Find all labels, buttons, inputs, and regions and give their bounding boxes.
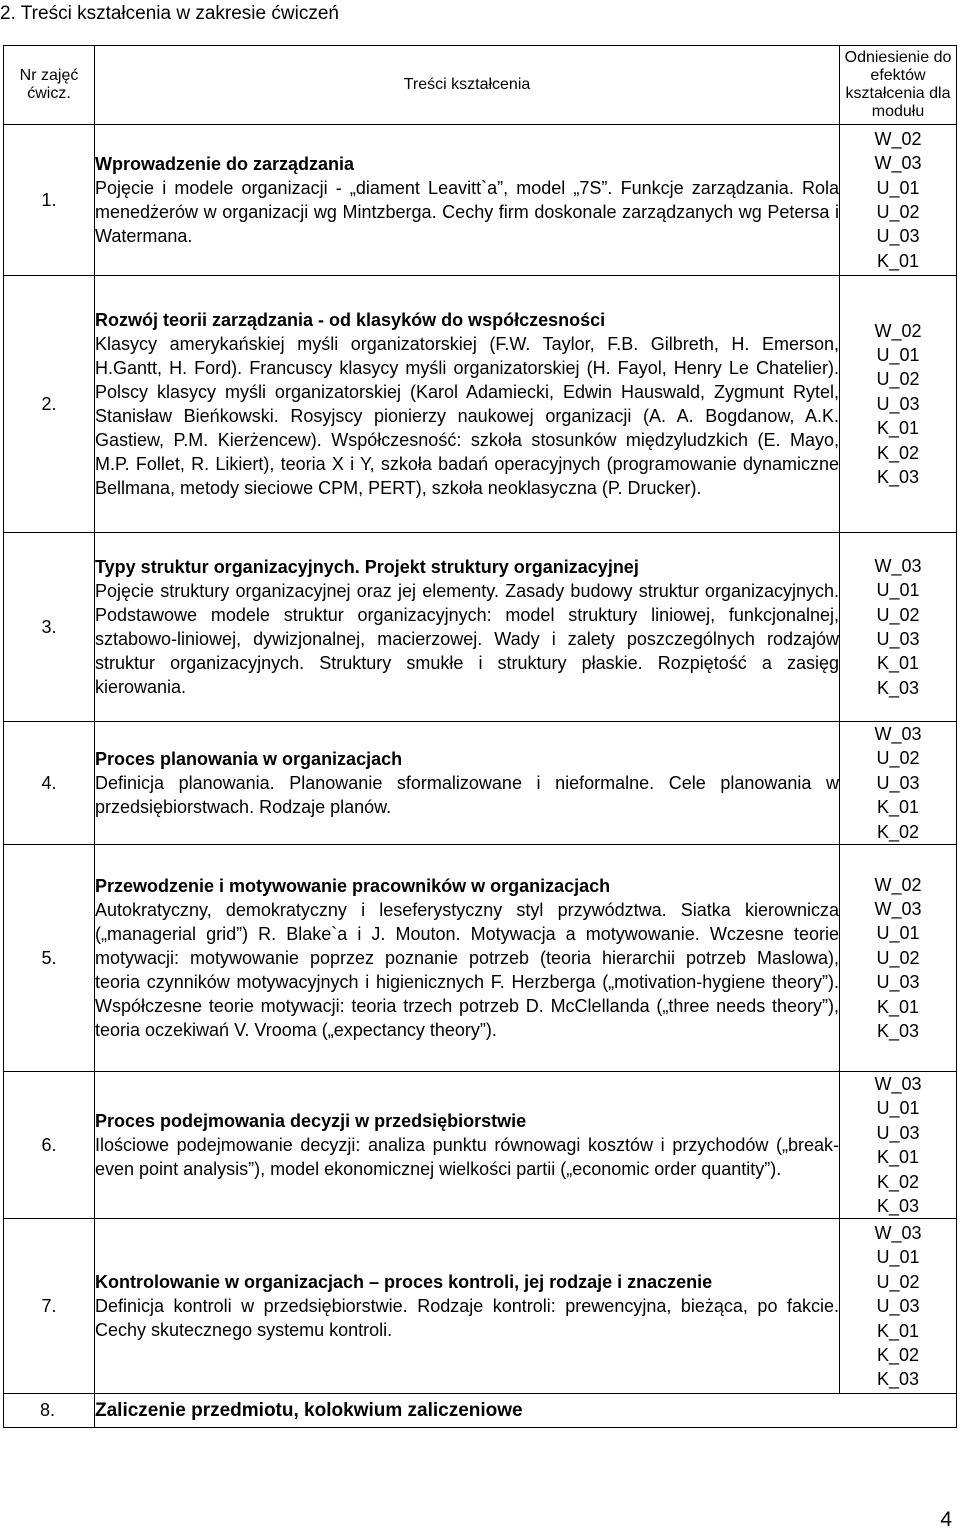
outcome-code: W_02	[874, 320, 922, 341]
outcome-code: U_03	[876, 972, 920, 993]
topic-title: Rozwój teorii zarządzania - od klasyków do współczesności	[95, 310, 606, 330]
outcome-code: K_03	[876, 1369, 920, 1390]
outcome-code: W_02	[874, 128, 922, 149]
outcome-code: K_03	[876, 677, 920, 698]
topic-title: Wprowadzenie do zarządzania	[95, 154, 355, 174]
outcome-code: W_03	[874, 899, 922, 920]
header-content: Treści kształcenia	[95, 46, 840, 125]
outcome-code: K_03	[876, 1196, 920, 1217]
topic-content	[95, 1072, 840, 1219]
learning-outcome-codes	[840, 533, 957, 722]
table-body	[4, 125, 957, 1428]
outcome-code: U_03	[876, 629, 920, 649]
topic-content	[95, 722, 840, 845]
outcome-code: K_02	[876, 1171, 920, 1192]
outcome-code: U_03	[876, 772, 920, 793]
outcome-code: U_02	[876, 369, 920, 390]
topic-description: Autokratyczny, demokratyczny i leseferystyczny styl przywództwa. Siatka kierownicza („managerial grid”) R. Blake`a i J. Mouton. Motywacja a motywowanie. Wczesne teorie motywacji: motywowanie poprzez poznanie potrzeb (teoria hierarchii potrzeb Maslowa), teoria czynników motywacyjnych i higienicznych F. Herzberga („motivation-hygiene theory”). Współczesne teorie motywacji: teoria trzech potrzeb D. McClellanda („three needs theory”), teoria oczekiwań V. Vrooma („expectancy theory”).	[95, 900, 839, 1041]
class-number: 4.	[4, 722, 95, 845]
outcome-code: U_02	[876, 1271, 920, 1292]
class-number: 2.	[4, 276, 95, 533]
topic-description: Klasycy amerykańskiej myśli organizatorskiej (F.W. Taylor, F.B. Gilbreth, H. Emerson, H.Gantt, H. Ford). Francuscy klasycy myśli organizatorskiej (H. Fayol, Henry Le Chatelier). Polscy klasycy myśli organizatorskiej (Karol Adamiecki, Edwin Hauswald, Zygmunt Rytel, Stanisław Bieńkowski. Rosyjscy pionierzy naukowej organizacji (A. A. Bogdanow, A.K. Gastiew, P.M. Kierżencew). Współczesność: szkoła stosunków międzyludzkich (E. Mayo, M.P. Follet, R. Likiert), teoria X i Y, szkoła badań operacyjnych (programowanie dynamiczne Bellmana, metody sieciowe CPM, PERT), szkoła neoklasyczna (P. Drucker).	[95, 334, 839, 498]
header-class-number: Nr zajęć ćwicz.	[4, 46, 95, 125]
topic-description: Definicja planowania. Planowanie sformalizowane i nieformalne. Cele planowania w przedsiębiorstwach. Rodzaje planów.	[95, 773, 839, 818]
topic-content	[95, 845, 840, 1072]
outcome-code: W_03	[874, 724, 922, 744]
outcome-code: U_01	[876, 344, 920, 365]
outcome-code: W_02	[874, 874, 922, 895]
outcome-code: K_01	[876, 653, 920, 674]
outcome-code: K_01	[876, 250, 920, 271]
section-heading: 2. Treści kształcenia w zakresie ćwiczeń	[0, 3, 339, 24]
outcome-code: U_01	[876, 923, 920, 944]
table-row	[4, 845, 957, 1072]
class-number: 5.	[4, 845, 95, 1072]
topic-description: Pojęcie struktury organizacyjnej oraz jej elementy. Zasady budowy struktur organizacyjnych. Podstawowe modele struktur organizacyjnych: model struktury liniowej, funkcjonalnej, sztabowo-liniowej, dywizjonalnej, macierzowej. Wady i zalety poszczególnych rodzajów struktur organizacyjnych. Struktury smukłe i struktury płaskie. Rozpiętość a zasięg kierowania.	[95, 581, 839, 697]
class-number: 8.	[4, 1394, 95, 1428]
learning-outcome-codes	[840, 722, 957, 845]
outcome-code: K_01	[876, 1147, 920, 1168]
outcome-code: U_03	[876, 1122, 920, 1143]
outcome-code: U_03	[876, 226, 920, 247]
topic-content	[95, 1219, 840, 1394]
learning-outcome-codes	[840, 845, 957, 1072]
outcome-code: K_01	[876, 418, 920, 439]
table-row	[4, 125, 957, 276]
outcome-code: U_02	[876, 748, 920, 769]
learning-outcome-codes	[840, 276, 957, 533]
outcome-code: K_03	[876, 467, 920, 488]
outcome-code: K_01	[876, 996, 920, 1017]
topic-content	[95, 533, 840, 722]
topic-content	[95, 125, 840, 276]
outcome-code: U_01	[876, 177, 920, 198]
course-content-table	[3, 45, 957, 1428]
topic-title: Typy struktur organizacyjnych. Projekt struktury organizacyjnej	[95, 557, 639, 577]
outcome-code: W_03	[874, 1223, 922, 1244]
table-row	[4, 276, 957, 533]
outcome-code: W_03	[874, 555, 922, 576]
outcome-code: U_02	[876, 947, 920, 968]
page-number: 4	[940, 1508, 952, 1531]
table-header-row	[4, 46, 957, 125]
outcome-code: W_03	[874, 1074, 922, 1095]
outcome-code: U_01	[876, 580, 920, 601]
learning-outcome-codes	[840, 1072, 957, 1219]
topic-title: Proces planowania w organizacjach	[95, 749, 403, 770]
outcome-code: K_02	[876, 821, 920, 842]
outcome-code: K_01	[876, 1320, 920, 1341]
table-row	[4, 1219, 957, 1394]
learning-outcome-codes	[840, 125, 957, 276]
topic-description: Pojęcie i modele organizacji - „diament Leavitt`a”, model „7S”. Funkcje zarządzania. Rola menedżerów w organizacji wg Mintzberga. Cechy firm doskonale zarządzanych wg Petersa i Watermana.	[95, 178, 839, 246]
topic-title: Przewodzenie i motywowanie pracowników w organizacjach	[95, 876, 611, 897]
topic-description: Ilościowe podejmowanie decyzji: analiza punktu równowagi kosztów i przychodów („break-even point analysis”), model ekonomicznej wielkości partii („economic order quantity”).	[95, 1135, 839, 1180]
learning-outcome-codes	[840, 1219, 957, 1394]
class-number: 7.	[4, 1219, 95, 1394]
table-row	[4, 1072, 957, 1219]
outcome-code: U_02	[876, 604, 920, 625]
class-number: 1.	[4, 125, 95, 276]
header-learning-outcomes: Odniesienie do efektów kształcenia dla modułu	[840, 46, 957, 125]
outcome-code: K_02	[876, 442, 920, 463]
topic-content	[95, 276, 840, 533]
outcome-code: W_03	[874, 153, 922, 174]
outcome-code: U_03	[876, 1296, 920, 1317]
outcome-code: K_01	[876, 797, 920, 818]
class-number: 3.	[4, 533, 95, 722]
outcome-code: K_02	[876, 1345, 920, 1366]
topic-title: Proces podejmowania decyzji w przedsiębiorstwie	[95, 1111, 527, 1132]
table-row	[4, 722, 957, 845]
topic-title: Kontrolowanie w organizacjach – proces kontroli, jej rodzaje i znaczenie	[95, 1272, 713, 1293]
outcome-code: U_03	[876, 393, 920, 414]
topic-description: Definicja kontroli w przedsiębiorstwie. Rodzaje kontroli: prewencyjna, bieżąca, po fakcie. Cechy skutecznego systemu kontroli.	[95, 1296, 839, 1341]
final-topic-title: Zaliczenie przedmiotu, kolokwium zaliczeniowe	[95, 1394, 957, 1428]
class-number: 6.	[4, 1072, 95, 1219]
outcome-code: K_03	[876, 1021, 920, 1042]
outcome-code: U_01	[876, 1098, 920, 1119]
table-row-final	[4, 1394, 957, 1428]
outcome-code: U_02	[876, 202, 920, 222]
table-row	[4, 533, 957, 722]
outcome-code: U_01	[876, 1247, 920, 1268]
